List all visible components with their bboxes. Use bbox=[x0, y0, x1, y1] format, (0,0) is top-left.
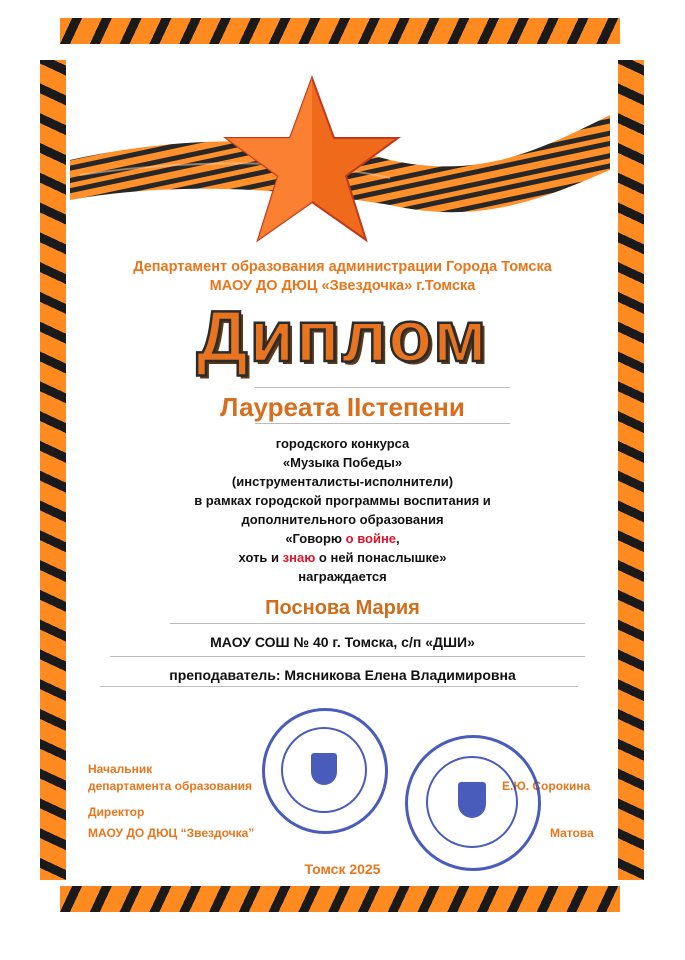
contest-line: городского конкурса bbox=[275, 436, 410, 451]
contest-line bbox=[0, 548, 685, 567]
organization-name: МАОУ ДО ДЮЦ «Звездочка» г.Томска bbox=[209, 278, 476, 294]
divider-teacher bbox=[100, 686, 578, 687]
signature-title: Начальник bbox=[88, 762, 153, 776]
divider-school bbox=[110, 656, 585, 657]
school-name: МАОУ СОШ № 40 г. Томска, с/п «ДШИ» bbox=[210, 634, 475, 650]
ribbon-border-bottom bbox=[60, 886, 620, 912]
laureate-degree: Лауреата IIстепени bbox=[220, 392, 465, 422]
text-segment: «Говорю bbox=[285, 531, 346, 546]
teacher-name: преподаватель: Мясникова Елена Владимировна bbox=[169, 667, 516, 683]
divider-name bbox=[170, 623, 585, 624]
coat-of-arms-icon bbox=[458, 782, 486, 818]
stamp-seal bbox=[262, 708, 388, 834]
highlight-text: знаю bbox=[282, 550, 316, 565]
recipient-name: Поснова Мария bbox=[265, 597, 420, 619]
contest-line bbox=[0, 529, 685, 548]
highlight-text: о войне bbox=[345, 531, 397, 546]
contest-line: награждается bbox=[298, 569, 387, 584]
divider-top bbox=[255, 387, 510, 388]
star-icon bbox=[222, 70, 402, 250]
contest-line: дополнительного образования bbox=[241, 512, 444, 527]
contest-description bbox=[0, 434, 685, 586]
signature-title: департамента образования bbox=[88, 779, 253, 793]
contest-line: «Музыка Победы» bbox=[282, 455, 403, 470]
footer-city-year: Томск 2025 bbox=[304, 861, 381, 877]
divider-bottom bbox=[255, 423, 510, 424]
contest-line: (инструменталисты-исполнители) bbox=[231, 474, 454, 489]
diploma-title: Диплом bbox=[196, 297, 489, 377]
signature-title: Директор bbox=[88, 805, 145, 819]
department-name: Департамент образования администрации Города Томска bbox=[133, 259, 552, 275]
signature-title: МАОУ ДО ДЮЦ “Звездочка” bbox=[88, 826, 255, 840]
text-segment: , bbox=[396, 531, 400, 546]
stamp-seal bbox=[405, 735, 541, 871]
text-segment: о ней понаслышке» bbox=[315, 550, 447, 565]
contest-line: в рамках городской программы воспитания и bbox=[194, 493, 491, 508]
signature-name: Е.Ю. Сорокина bbox=[502, 779, 591, 793]
text-segment: хоть и bbox=[238, 550, 283, 565]
signature-name: Матова bbox=[550, 826, 594, 840]
coat-of-arms-icon bbox=[311, 753, 337, 785]
